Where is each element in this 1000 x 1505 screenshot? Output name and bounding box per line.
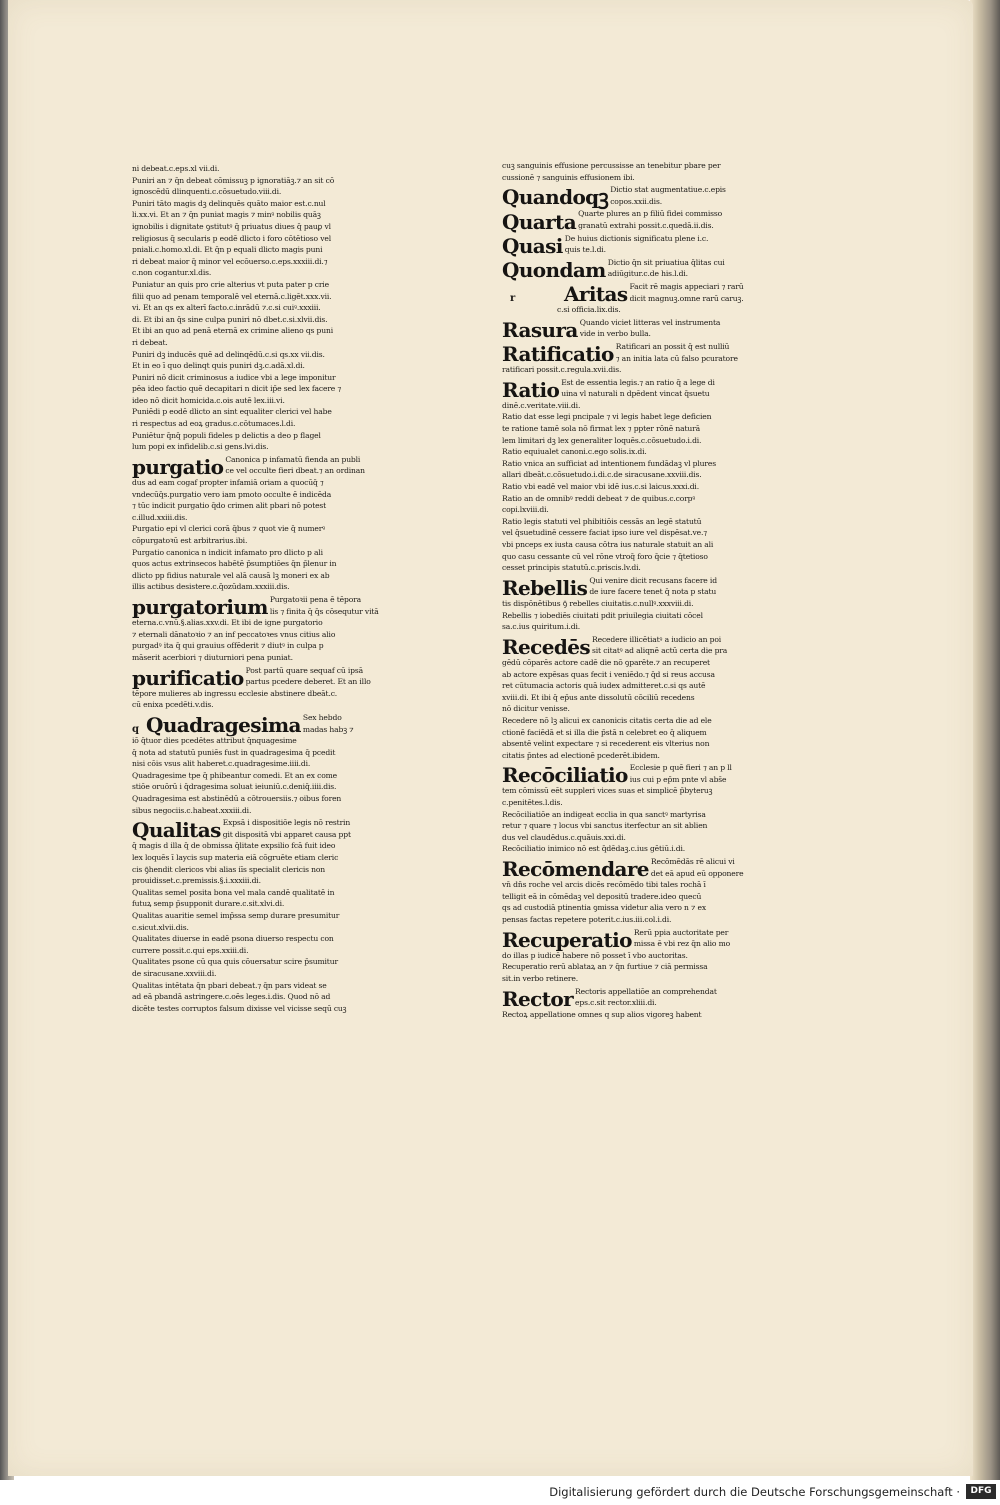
text-line: sibus negociis.c.habeat.xxxiii.di. [132, 805, 252, 815]
rector-head-text [575, 986, 792, 1009]
entry-rasura [502, 317, 792, 340]
text-line: ri debeat maior q̄ minor vel ecōuerso.c.eps.xxxiii.di.⁊ [132, 256, 328, 266]
text-line: q̄ magis d illa q̄ de obmissa q̄litate expsilio fcā fuit ideo [132, 841, 336, 851]
text-line: Ratio vbi eadē vel maior vbi idē ius.c.si laicus.xxxi.di. [502, 482, 699, 492]
text-line: Rectoꝝ appellatione omnes q sup alios vigoreꝫ habent [502, 1009, 702, 1019]
text-line: Ratio dat esse legi pncipale ⁊ vi legis habet lege deficien [502, 412, 712, 422]
text-line: Recedere illicētiatꝰ a iudicio an poi [592, 634, 722, 644]
text-line: ad eā pbandā astringere.c.oēs leges.i.dis. Quod nō ad [132, 992, 331, 1002]
text-line: filii quo ad penam temporalē vel eternā.c.ligēt.xxx.vii. [132, 291, 332, 301]
left-lines-d [132, 688, 397, 711]
text-line: dus ad eam cogaf propter infamiā oriam a quocūq̄ ⁊ [132, 478, 324, 488]
entry-recuperatio [502, 927, 792, 950]
entry-quarta [502, 208, 792, 234]
dfg-logo: DFG [966, 1484, 996, 1499]
right-lines-f [502, 879, 792, 925]
text-line: vbi pnceps ex iusta causa cōtra ius naturale statuit an ali [502, 540, 714, 549]
text-line: gēdū cōparēs actore cadē die nō ꝯparēte.⁊ an recuperet [502, 657, 710, 667]
book-edge-right [970, 0, 1000, 1480]
text-line: religiosus q̄ secularis p eodē dlicto i foro cōtētioso vel [132, 233, 332, 243]
text-line: Canonica p infamatū fienda an publi [225, 454, 361, 464]
right-lines-c [502, 598, 792, 633]
entry-quasi [502, 233, 792, 256]
text-line: Puniētur q̄nq̄ populi fideles p delictis a deo p flagel [132, 430, 321, 440]
text-line: git dispositā vbi apparet causa ppt [222, 829, 351, 839]
text-line: Et in eo ī quo delinqt quis puniri dꝫ.c.adā.xl.di. [132, 361, 305, 371]
text-line: pniali.c.homo.xl.di. Et q̄n p equali dlicto magis puni [132, 245, 323, 255]
text-line: te ratione tamē sola nō firmat lex ⁊ ppter rōnē naturā [502, 424, 700, 434]
text-line: Recōmēdās rē alicui vi [650, 857, 735, 867]
text-line: retur ⁊ quare ⁊ locus vbi sanctus iterfectur an sit ablien [502, 821, 708, 831]
text-line: citatis p̄ntes ad electionē pcederēt.ibidem. [502, 750, 660, 760]
entry-rebellis [502, 575, 792, 598]
headword-quondam: Quondam [502, 257, 606, 282]
text-line: Qualitates diuerse in eadē psona diuerso respectu con [132, 934, 334, 944]
text-line: tēpore mulieres ab ingressu ecclesie abstinere dbeāt.c. [132, 688, 338, 698]
book-page [8, 0, 973, 1476]
text-line: nisi cōis vsus alit haberet.c.quadragesime.iiii.di. [132, 759, 311, 769]
text-line: copi.lxviii.di. [502, 505, 549, 515]
entry-qualitas [132, 817, 397, 843]
right-text-column [502, 160, 792, 1020]
text-line: Recōciliatiōe an indigeat ecclia in qua sanctꝰ martyrisa [502, 809, 706, 819]
text-line: missa ē vbi rez q̄n alio mo [633, 939, 731, 949]
text-line: ⁊ tūc indicit purgatio q̄do crimen alit pbari nō potest [132, 501, 327, 511]
text-line: Et ibi an quo ad penā eternā ex crimine alieno qs puni [132, 326, 334, 336]
text-line: Rerū ppia auctoritate per [633, 927, 729, 937]
text-line: li.xx.vi. Et an ⁊ q̄n puniat magis ⁊ minꝰ nobilis quāꝫ [132, 210, 321, 220]
right-lines-g [502, 950, 792, 985]
headword-rector: Rector [502, 986, 574, 1011]
text-line: Purgatio epi vl clerici corā q̄bus ⁊ quot vie q̄ numerꝰ [132, 524, 325, 534]
text-line: Dictio q̄n sit priuatiua q̄litas cui [607, 257, 725, 267]
recuperatio-head-text [634, 927, 792, 950]
text-line: Quadragesime tpe q̄ phibeantur comedi. Et an ex come [132, 770, 338, 780]
text-line: currere possit.c.qui eps.xxiii.di. [132, 945, 249, 955]
text-line: Expsā i dispositiōe legis nō restrin [222, 818, 351, 828]
text-line: ignobilis i dignitate ꝯstitutꝰ q̄ priuatus diues q̄ pauꝑ vl [132, 221, 331, 231]
funding-credit: Digitalisierung gefördert durch die Deutsche Forschungsgemeinschaft · [549, 1485, 960, 1499]
text-line: Post partū quare sequaf cū ipsā [245, 665, 364, 675]
text-line: vn̄ dn̄s roche vel arcis dicēs recōmēdo tibi tales rochā ī [502, 880, 706, 890]
headword-purgatorium: purgatorium [132, 595, 268, 620]
entry-reconciliatio [502, 762, 792, 788]
text-line: madas habꝫ ⁊ [302, 724, 354, 734]
text-line: pensas factas repetere poterit.c.ius.iii.col.i.di. [502, 915, 672, 924]
text-line: dicēte testes corruptos falsum dixisse vel vicisse seqū cuꝫ [132, 1003, 347, 1013]
text-line: dinē.c.veritate.viii.di. [502, 400, 581, 410]
text-line: Ratificari an possit q̄ est nulliū [615, 341, 730, 351]
headword-quadragesima: Quadragesima [146, 713, 301, 738]
purgatio-head-text [225, 454, 397, 477]
text-line: sit citatꝰ ad aliqnē actū certa die pra [592, 646, 728, 656]
text-line: adiūgitur.c.de his.l.di. [607, 269, 688, 279]
entry-raritas [502, 281, 792, 307]
entry-ratio [502, 377, 792, 400]
text-line: ctionē faciēdā et si illa die p̄stā n celebret eo q̄ aliquem [502, 727, 707, 737]
text-line: vel q̄suetudinē cessere faciat ipso iure vel dispēsat.ve.⁊ [502, 528, 707, 538]
text-line: vndecūq̄s.purgatio vero iam pmoto occulte ē indicēda [132, 489, 332, 499]
left-text-column [132, 163, 397, 1014]
text-line: c.non cogantur.xl.dis. [132, 268, 212, 278]
text-line: Purgatoꝛii pena ē tēpora [269, 594, 361, 604]
text-line: Puniri dꝫ inducēs quē ad delinqēdū.c.si qs.xx vii.dis. [132, 349, 325, 359]
entry-ratificatio [502, 341, 792, 367]
text-line: Est de essentia legis.⁊ an ratio q̄ a lege di [561, 377, 715, 387]
text-line: cesset principis statutū.c.priscis.lv.di. [502, 563, 641, 573]
text-line: dicit magnuꝫ.omne rarū caruꝫ. [629, 293, 744, 303]
headword-reconciliatio: Recōciliatio [502, 763, 628, 788]
text-line: Ecclesie p quē fieri ⁊ an p ll [629, 763, 732, 773]
text-line: cuꝫ sanguinis effusione percussisse an tenebitur pbare per [502, 161, 721, 170]
text-line: quis te.l.di. [564, 245, 606, 255]
text-line: Sex hebdo [302, 712, 342, 722]
rasura-head-text [580, 317, 792, 340]
text-line: ab actore expēsas quas fecit i veniēdo.⁊ q̄d si reus accusa [502, 669, 715, 679]
right-lines-h [502, 1009, 792, 1021]
text-line: sa.c.ius quiritum.i.di. [502, 622, 581, 632]
text-line: quo casu cessante cū vel rōne vtroq̄ foro q̄cie ⁊ q̄tetioso [502, 551, 708, 561]
text-line: futuꝝ semp p̄supponit durare.c.sit.xlvi.di. [132, 899, 285, 909]
text-line: iō q̄tuor dies pcedētes attribut q̄nquagesime [132, 736, 297, 746]
text-line: illis actibus desistere.c.q̄ozūdam.xxxiii.dis. [132, 582, 290, 592]
text-line: do illas p iudicē habere nō posset ī vbo auctoritas. [502, 950, 688, 960]
text-line: pēa ideo factio quē decapitari n dicit ip̄e sed lex facere ⁊ [132, 384, 342, 394]
right-lines-a [502, 160, 792, 183]
text-line: Dictio stat augmentatiue.c.epis [610, 185, 726, 195]
text-line: cōpurgatoꝛū est arbitrarius.ibi. [132, 536, 248, 545]
left-lines-b [132, 477, 397, 593]
text-line: lex loquēs ī laycis sup materia eiā cōgruēte etiam cleric [132, 853, 339, 863]
entry-quandoque [502, 184, 792, 210]
text-line: ce vel occulte fieri dbeat.⁊ an ordinan [225, 466, 365, 476]
reconciliatio-head-text [630, 762, 792, 785]
entry-recommendare [502, 856, 792, 882]
text-line: di. Et ibi an q̄s sine culpa puniri nō dbet.c.si.xlvii.dis. [132, 314, 328, 324]
text-line: Purgatio canonica n indicit infamato pro dlicto p ali [132, 547, 323, 557]
entry-rector [502, 986, 792, 1009]
right-lines-e [502, 785, 792, 855]
text-line: Facit rē magis appeciari ⁊ rarū [629, 281, 744, 291]
text-line: Quando viciet litteras vel instrumenta [579, 317, 721, 327]
entry-recedere [502, 634, 792, 657]
left-lines-c [132, 617, 397, 663]
quasi-head-text [565, 233, 792, 256]
quandoque-head-text [610, 184, 792, 207]
headword-purificatio: purificatio [132, 665, 244, 690]
text-line: Puniatur an quis pro crie alterius vt puta pater p crie [132, 279, 329, 289]
text-line: dus vel claudēdus.c.quāuis.xxi.di. [502, 832, 626, 842]
text-line: ius cui p ep̄m pnte vl abs̄e [629, 774, 727, 784]
text-line: vide in verbo bulla. [579, 329, 651, 339]
text-line: Recedere nō lꝫ alicui ex canonicis citatis certa die ad ele [502, 715, 712, 725]
text-line: Qui venire dicit recusans facere id [589, 575, 717, 585]
text-line: eps.c.sit rector.xliii.di. [575, 998, 657, 1008]
text-line: tem cōmissū eēt suppleri vices suas et simplicē p̄byteruꝫ [502, 786, 713, 796]
entry-quondam [502, 257, 792, 280]
text-line: partus pcedere deberet. Et an illo [245, 677, 371, 687]
headword-rebellis: Rebellis [502, 575, 588, 600]
left-lines-f [132, 840, 397, 1014]
quadragesima-head-text [303, 712, 397, 735]
text-line: de iure facere tenet q̄ nota p statu [589, 587, 717, 597]
text-line: De huius dictionis significatu plene i.c. [564, 233, 709, 243]
text-line: nō dicitur venisse. [502, 704, 570, 714]
text-line: ignoscēdū dlinquenti.c.cōsuetudo.viii.di. [132, 187, 282, 197]
text-line: c.sicut.xlvii.dis. [132, 922, 189, 932]
text-line: tis dispōnētibus ꝯ̄ rebelles ciuitatis.c.nullꝰ.xxxviii.di. [502, 598, 694, 608]
headword-ratificatio: Ratificatio [502, 342, 614, 367]
headword-quandoque: Quandoqꝫ [502, 185, 609, 210]
text-line: qs ad custodiā ptinentia ꝯmissa videtur alia vero n ⁊ ex [502, 903, 706, 913]
text-line: vi. Et an qs ex alterī facto.c.inrādū ⁊.c.si cuiꝰ.xxxiii. [132, 303, 321, 313]
text-line: cū enixa pcedēti.v.dis. [132, 700, 214, 710]
text-line: Ratio an de omnibꝰ reddi debeat ⁊ de quibus.c.corpꝰ [502, 493, 696, 503]
text-line: Qualitates psone cū qua quis cōuersatur scire p̄sumitur [132, 957, 338, 967]
text-line: lem limitari dꝫ lex generaliter loquēs.c.cōsuetudo.i.di. [502, 435, 702, 445]
text-line: copos.xxii.dis. [610, 196, 662, 206]
left-lines-a [132, 163, 397, 453]
entry-purgatorium [132, 594, 397, 620]
text-line: Puniri tāto magis dꝫ delinquēs quāto maior est.c.nul [132, 198, 326, 208]
text-line: Qualitas semel posita bona vel mala candē qualitatē in [132, 887, 335, 897]
recedere-head-text [592, 634, 792, 657]
text-line: Quadragesima est abstinēdū a cōtrouersiis.⁊ oibus foren [132, 794, 342, 804]
text-line: Qualitas intētata q̄n pbari debeat.⁊ q̄n pars videat se [132, 980, 327, 990]
text-line: quos actus extrinsecos habētē p̄sumptiōes q̄n p̄lenur in [132, 559, 337, 569]
text-line: Recuperatio rerū ablataꝝ an ⁊ q̄n furtiue ⁊ ciā permissa [502, 962, 708, 972]
left-lines-e [132, 735, 397, 816]
purgatorium-head-text [270, 594, 397, 617]
text-line: Puniri nō dicit criminosus a iudice vbi a lege imponitur [132, 372, 336, 382]
text-line: xviii.di. Et ibi q̄ ep̄us ante dissolutū cōciliū recedens [502, 692, 695, 702]
text-line: det eā apud eū opponere [650, 868, 744, 878]
raritas-continuation: c.si officia.lix.dis. [557, 305, 621, 315]
text-line: granatū extrahi possit.c.quedā.ii.dis. [578, 220, 714, 230]
right-lines-d [502, 657, 792, 761]
text-line: Ratio equiualet canoni.c.ego solis.ix.di. [502, 447, 647, 457]
text-line: ideo nō dicit homicida.c.ois autē lex.iii.vi. [132, 395, 285, 405]
recommendare-head-text [651, 856, 792, 879]
text-line: Recōciliatio inimico nō est q̄dēdaꝫ.c.ius gētiū.i.di. [502, 844, 685, 854]
headword-recuperatio: Recuperatio [502, 927, 632, 952]
entry-purificatio [132, 665, 397, 688]
text-line: ⁊ an initia lata cū falso pcuratore [615, 353, 738, 363]
headword-recedere: Recedēs [502, 634, 591, 659]
text-line: telligit eā in cōmēdaꝫ vel depositū tradere.ideo quecū [502, 891, 702, 901]
text-line: stiōe oruōrū i q̄dragesima soluat ieiuniū.c.deniq̄.iiii.dis. [132, 782, 337, 792]
headword-qualitas: Qualitas [132, 818, 221, 843]
text-line: c.illud.xxiii.dis. [132, 512, 188, 522]
text-line: uina vl naturali n dpēdent vincat q̄suetu [561, 389, 710, 399]
text-line: lis ⁊ finita q̄ q̄s cōsequtur vitā [269, 606, 379, 616]
headword-ratio: Ratio [502, 377, 560, 402]
purificatio-head-text [246, 665, 397, 688]
text-line: c.penitētes.l.dis. [502, 798, 563, 808]
text-line: Quarte plures an p filiū fidei commisso [578, 209, 723, 219]
headword-rasura: Rasura [502, 317, 578, 342]
text-line: allari dbeāt.c.cōsuetudo.i.di.c.de siracusane.xxviii.dis. [502, 470, 702, 480]
ratificatio-continuation: ratificari possit.c.regula.xvii.dis. [502, 365, 622, 375]
qualitas-head-text [223, 817, 397, 840]
entry-quadragesima [132, 712, 397, 738]
text-line: Puniri an ⁊ q̄n debeat cōmissuꝫ p ignoratiāꝫ.⁊ an sit cō [132, 175, 335, 185]
entry-purgatio [132, 454, 397, 480]
text-line: cis ꝯ̄hendit clericos vbi alias iīs specialit clericis non [132, 864, 326, 874]
text-line: absentē velint expectare ⁊ si recederent eis vlterius non [502, 739, 710, 749]
right-lines-b [502, 400, 792, 574]
text-line: Ratio legis statuti vel phibitiōis cessās an legē statutū [502, 516, 702, 526]
headword-raritas: Aritas [564, 282, 628, 307]
text-line: ri respectus ad eoꝝ gradus.c.cōtumaces.l.di. [132, 419, 296, 429]
guide-letter-q: q [132, 723, 139, 735]
quarta-head-text [578, 208, 792, 231]
text-line: prouidisset.c.premissis.§.i.xxxiii.di. [132, 876, 261, 886]
headword-purgatio: purgatio [132, 455, 224, 480]
text-line: de siracusane.xxviii.di. [132, 968, 217, 978]
headword-quarta: Quarta [502, 209, 577, 234]
text-line: māserit acerbiori ⁊ diuturniori pena puniat. [132, 652, 293, 662]
ratio-head-text [561, 377, 792, 400]
digitization-footer [0, 1480, 1000, 1505]
text-line: Ratio vnica an sufficiat ad intentionem fundādaꝫ vl plures [502, 458, 716, 468]
text-line: Rebellis ⁊ iobediēs ciuitati pdit priuilegia ciuitati cōcel [502, 610, 703, 620]
text-line: dlicto pp fidius naturale vel alā causā lꝫ moneri ex ab [132, 570, 330, 580]
text-line: cussionē ⁊ sanguinis effusionem ibi. [502, 172, 635, 182]
text-line: ri debeat. [132, 337, 168, 347]
text-line: Puniēdi p eodē dlicto an sint equaliter clerici vel habe [132, 407, 332, 417]
headword-quasi: Quasi [502, 233, 563, 258]
text-line: purgadꝰ ita q̄ qui grauius offēderit ⁊ diutꝰ in culpa p [132, 641, 324, 651]
text-line: lum popi ex infidelib.c.si gens.lvi.dis. [132, 442, 269, 452]
text-line: sit.in verbo retinere. [502, 973, 579, 983]
text-line: ⁊ eternali dānatoꝛio ⁊ an inf peccatoꝛes vnus citius alio [132, 629, 336, 639]
text-line: ni debeat.c.eps.xl vii.di. [132, 164, 220, 173]
text-line: ret cūtumacia actoris quā iudex admitteret.c.si qs autē [502, 681, 706, 691]
guide-letter-r: r [510, 292, 516, 304]
ratificatio-head-text [616, 341, 792, 364]
text-line: q̄ nota ad statutū puniēs fust in quadragesima q̄ pcedit [132, 747, 336, 757]
quondam-head-text [608, 257, 792, 280]
rebellis-head-text [589, 575, 792, 598]
text-line: Qualitas auaritie semel imp̄ssa semp durare presumitur [132, 911, 340, 920]
text-line: Rectoris appellatiōe an comprehendat [575, 986, 717, 996]
text-line: eterna.c.vnū.§.alias.xxv.di. Et ibi de igne purgatorio [132, 618, 323, 628]
raritas-head-text [630, 281, 792, 304]
headword-recommendare: Recōmendare [502, 857, 649, 882]
